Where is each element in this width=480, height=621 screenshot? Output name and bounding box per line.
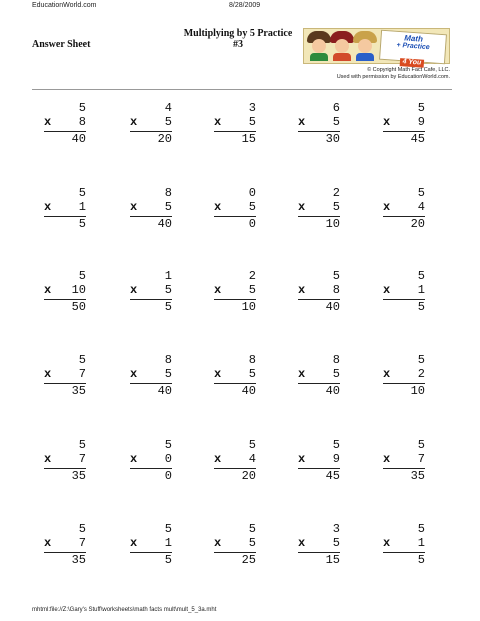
multiplicand: 4: [164, 101, 172, 115]
answer: 20: [241, 469, 256, 483]
answer: 10: [241, 300, 256, 314]
title-line-2: #3: [233, 39, 243, 50]
times-operator: x: [214, 200, 222, 214]
multiplier: 1: [164, 536, 172, 550]
answer: 5: [417, 553, 425, 567]
multiplier-row: [298, 115, 340, 129]
multiplier: 8: [78, 115, 86, 129]
multiplier: 5: [248, 536, 256, 550]
answer: 35: [71, 384, 86, 398]
multiplier: 7: [78, 452, 86, 466]
multiplier-row: [214, 200, 256, 214]
copyright-text: © Copyright Math Fact Cafe, LLC.: [367, 67, 450, 73]
answer: 20: [157, 132, 172, 146]
logo-text-4you: 4 You: [399, 58, 424, 68]
multiplier-row: [383, 115, 425, 129]
multiplier: 5: [332, 200, 340, 214]
problem-2-1: [44, 186, 86, 231]
times-operator: x: [383, 200, 391, 214]
multiplier: 5: [248, 115, 256, 129]
answer: 40: [241, 384, 256, 398]
answer: 40: [325, 384, 340, 398]
multiplier: 5: [332, 115, 340, 129]
times-operator: x: [130, 283, 138, 297]
problem-6-5: [383, 522, 425, 567]
problem-6-4: [298, 522, 340, 567]
problem-3-5: [383, 269, 425, 314]
multiplicand: 5: [248, 522, 256, 536]
multiplier-row: [383, 283, 425, 297]
problem-1-1: [44, 101, 86, 146]
multiplicand: 0: [248, 186, 256, 200]
times-operator: x: [44, 200, 52, 214]
print-date: 8/28/2009: [229, 2, 261, 9]
multiplicand: 5: [78, 438, 86, 452]
problem-3-3: [214, 269, 256, 314]
multiplier-row: [44, 200, 86, 214]
times-operator: x: [214, 536, 222, 550]
problem-3-1: [44, 269, 86, 314]
times-operator: x: [298, 452, 306, 466]
problem-3-4: [298, 269, 340, 314]
multiplicand: 5: [417, 269, 425, 283]
multiplicand: 5: [78, 269, 86, 283]
multiplier: 5: [164, 283, 172, 297]
multiplier: 9: [332, 452, 340, 466]
multiplier-row: [298, 283, 340, 297]
problem-6-1: [44, 522, 86, 567]
problem-2-5: [383, 186, 425, 231]
problem-1-4: [298, 101, 340, 146]
multiplier-row: [44, 115, 86, 129]
answer: 45: [325, 469, 340, 483]
times-operator: x: [383, 536, 391, 550]
answer: 20: [410, 217, 425, 231]
answer: 45: [410, 132, 425, 146]
answer: 5: [164, 553, 172, 567]
times-operator: x: [298, 367, 306, 381]
multiplier-row: [383, 200, 425, 214]
times-operator: x: [44, 283, 52, 297]
answer-sheet-label: Answer Sheet: [32, 39, 91, 50]
answer: 40: [157, 217, 172, 231]
problem-6-3: [214, 522, 256, 567]
multiplicand: 5: [164, 438, 172, 452]
times-operator: x: [44, 452, 52, 466]
footer-path: mhtml:file://Z:\Gary's Stuff\worksheets\math facts mult\mult_5_3a.mht: [32, 607, 217, 613]
multiplier: 4: [417, 200, 425, 214]
answer: 50: [71, 300, 86, 314]
multiplier: 0: [164, 452, 172, 466]
multiplier-row: [44, 283, 86, 297]
multiplicand: 5: [417, 101, 425, 115]
answer: 40: [325, 300, 340, 314]
problem-1-3: [214, 101, 256, 146]
times-operator: x: [130, 115, 138, 129]
multiplier-row: [130, 452, 172, 466]
times-operator: x: [383, 283, 391, 297]
times-operator: x: [214, 283, 222, 297]
times-operator: x: [214, 452, 222, 466]
multiplier-row: [383, 367, 425, 381]
answer: 5: [78, 217, 86, 231]
times-operator: x: [383, 115, 391, 129]
problem-5-3: [214, 438, 256, 483]
multiplicand: 5: [417, 522, 425, 536]
multiplier: 4: [248, 452, 256, 466]
answer: 15: [325, 553, 340, 567]
times-operator: x: [130, 452, 138, 466]
times-operator: x: [130, 200, 138, 214]
answer: 10: [410, 384, 425, 398]
multiplier: 5: [248, 283, 256, 297]
multiplicand: 1: [164, 269, 172, 283]
multiplier: 7: [78, 536, 86, 550]
answer: 40: [157, 384, 172, 398]
multiplicand: 5: [78, 353, 86, 367]
times-operator: x: [44, 367, 52, 381]
problem-5-1: [44, 438, 86, 483]
multiplier: 5: [164, 367, 172, 381]
answer: 25: [241, 553, 256, 567]
multiplicand: 5: [164, 522, 172, 536]
logo-text-math: Math: [403, 33, 424, 44]
multiplier-row: [130, 115, 172, 129]
multiplier: 1: [417, 283, 425, 297]
answer: 30: [325, 132, 340, 146]
multiplier-row: [298, 367, 340, 381]
answer: 5: [164, 300, 172, 314]
multiplier-row: [214, 283, 256, 297]
problem-4-3: [214, 353, 256, 398]
answer: 35: [71, 469, 86, 483]
multiplier: 7: [417, 452, 425, 466]
problem-5-4: [298, 438, 340, 483]
problem-3-2: [130, 269, 172, 314]
multiplier: 1: [78, 200, 86, 214]
times-operator: x: [298, 115, 306, 129]
logo-text-practice: + Practice: [396, 41, 430, 52]
multiplier: 7: [78, 367, 86, 381]
multiplier: 5: [248, 200, 256, 214]
problem-1-5: [383, 101, 425, 146]
multiplier-row: [44, 536, 86, 550]
times-operator: x: [298, 536, 306, 550]
times-operator: x: [383, 367, 391, 381]
answer: 5: [417, 300, 425, 314]
multiplier-row: [298, 536, 340, 550]
problem-4-1: [44, 353, 86, 398]
multiplicand: 5: [78, 101, 86, 115]
multiplicand: 8: [248, 353, 256, 367]
multiplier-row: [214, 115, 256, 129]
multiplier-row: [214, 367, 256, 381]
problem-4-4: [298, 353, 340, 398]
multiplicand: 3: [248, 101, 256, 115]
multiplicand: 8: [332, 353, 340, 367]
multiplier: 5: [164, 115, 172, 129]
multiplicand: 5: [248, 438, 256, 452]
multiplier: 5: [332, 536, 340, 550]
answer: 15: [241, 132, 256, 146]
multiplier: 10: [71, 283, 86, 297]
multiplier: 8: [332, 283, 340, 297]
multiplier-row: [130, 200, 172, 214]
multiplicand: 5: [78, 522, 86, 536]
problem-2-4: [298, 186, 340, 231]
problem-4-5: [383, 353, 425, 398]
answer: 0: [164, 469, 172, 483]
times-operator: x: [298, 200, 306, 214]
times-operator: x: [44, 536, 52, 550]
multiplier-row: [214, 536, 256, 550]
multiplier: 5: [164, 200, 172, 214]
answer: 10: [325, 217, 340, 231]
multiplicand: 6: [332, 101, 340, 115]
multiplicand: 3: [332, 522, 340, 536]
multiplicand: 2: [248, 269, 256, 283]
times-operator: x: [214, 115, 222, 129]
times-operator: x: [130, 536, 138, 550]
permission-text: Used with permission by EducationWorld.com.: [336, 74, 450, 80]
multiplicand: 5: [332, 438, 340, 452]
problem-4-2: [130, 353, 172, 398]
multiplier-row: [383, 452, 425, 466]
multiplier-row: [130, 367, 172, 381]
problem-2-2: [130, 186, 172, 231]
multiplicand: 2: [332, 186, 340, 200]
multiplier: 9: [417, 115, 425, 129]
multiplier: 5: [248, 367, 256, 381]
multiplicand: 8: [164, 186, 172, 200]
times-operator: x: [298, 283, 306, 297]
multiplicand: 5: [78, 186, 86, 200]
answer: 40: [71, 132, 86, 146]
multiplier: 2: [417, 367, 425, 381]
multiplicand: 5: [332, 269, 340, 283]
site-name: EducationWorld.com: [32, 2, 97, 9]
times-operator: x: [214, 367, 222, 381]
problem-1-2: [130, 101, 172, 146]
answer: 35: [71, 553, 86, 567]
problem-6-2: [130, 522, 172, 567]
multiplicand: 5: [417, 438, 425, 452]
multiplier-row: [44, 367, 86, 381]
multiplier: 5: [332, 367, 340, 381]
problem-5-2: [130, 438, 172, 483]
multiplier: 1: [417, 536, 425, 550]
answer: 35: [410, 469, 425, 483]
multiplier-row: [298, 200, 340, 214]
multiplicand: 8: [164, 353, 172, 367]
multiplier-row: [383, 536, 425, 550]
multiplier-row: [130, 283, 172, 297]
problem-5-5: [383, 438, 425, 483]
problem-2-3: [214, 186, 256, 231]
multiplier-row: [214, 452, 256, 466]
multiplicand: 5: [417, 186, 425, 200]
multiplier-row: [130, 536, 172, 550]
answer: 0: [248, 217, 256, 231]
times-operator: x: [383, 452, 391, 466]
multiplier-row: [298, 452, 340, 466]
multiplicand: 5: [417, 353, 425, 367]
title-line-1: Multiplying by 5 Practice: [183, 28, 293, 39]
times-operator: x: [130, 367, 138, 381]
multiplier-row: [44, 452, 86, 466]
times-operator: x: [44, 115, 52, 129]
